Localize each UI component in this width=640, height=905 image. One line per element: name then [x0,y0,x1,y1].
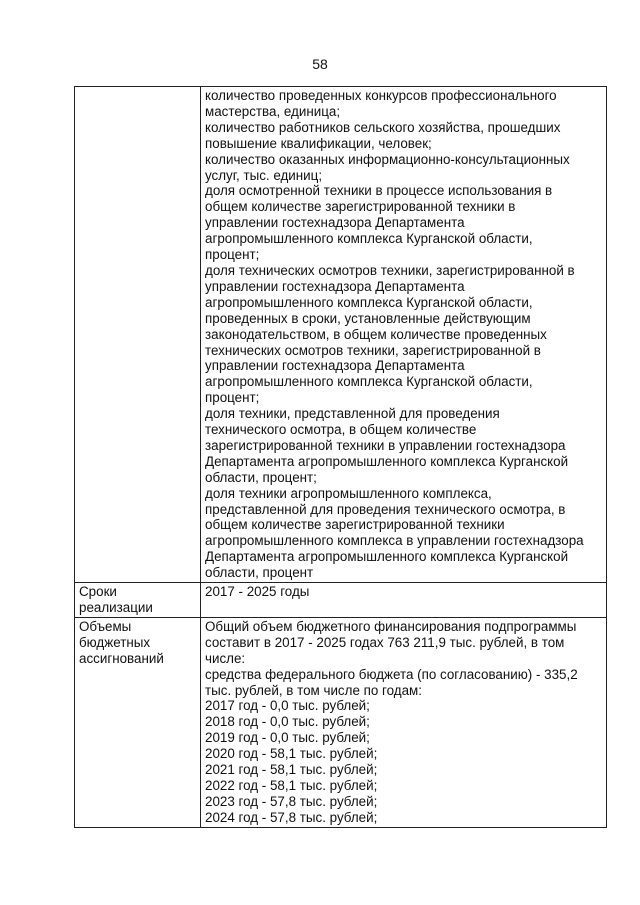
row-content-line: общем количестве зарегистрированной техники [205,517,505,533]
row-content-line: агропромышленного комплекса Курганской области, [205,294,533,310]
row-content-line: 2022 год - 58,1 тыс. рублей; [205,777,378,793]
row-content-line: Департамента агропромышленного комплекса Курганской [205,453,569,469]
row-content-line: 2021 год - 58,1 тыс. рублей; [205,762,378,778]
row-content-line: законодательством, в общем количестве проведенных [205,326,547,342]
row-content-line: услуг, тыс. единиц; [205,167,323,183]
row-content-line: управлении гостехнадзора Департамента [205,358,465,374]
row-content-line: представленной для проведения технического осмотра, в [205,501,566,517]
row-content-line: процент; [205,390,260,406]
row-label-line: бюджетных [79,634,151,650]
row-content-line: 2017 - 2025 годы [205,584,310,600]
row-content-line: 2023 год - 57,8 тыс. рублей; [205,793,378,809]
row-content-line: доля технических осмотров техники, зарегистрированной в [205,262,575,278]
row-content-line: области, процент [205,565,314,581]
row-content-line: Департамента агропромышленного комплекса Курганской [205,549,569,565]
row-content-line: агропромышленного комплекса в управлении гостехнадзора [205,533,584,549]
table-body [75,87,607,828]
row-content-line: агропромышленного комплекса Курганской области, [205,231,533,247]
row-content-line: 2020 год - 58,1 тыс. рублей; [205,746,378,762]
table-row [75,87,607,583]
row-content-line: 2024 год - 57,8 тыс. рублей; [205,809,378,825]
table-row [75,617,607,827]
row-content-line: агропромышленного комплекса Курганской области, [205,374,533,390]
passport-table [74,86,607,828]
row-content-line: количество работников сельского хозяйства, прошедших [205,119,561,135]
row-label-cell [75,87,201,583]
row-content-line: управлении гостехнадзора Департамента [205,278,465,294]
row-content-line: числе: [205,650,246,666]
row-content-line: тыс. рублей, в том числе по годам: [205,682,422,698]
row-label-line: Сроки [79,584,117,600]
row-content-line: доля техники, представленной для проведения [205,406,500,422]
row-content-line: проведенных в сроки, установленные действующим [205,310,531,326]
row-content-line: количество оказанных информационно-консультационных [205,151,570,167]
table-row [75,583,607,618]
row-label-cell [75,617,201,827]
row-content-line: общем количестве зарегистрированной техники в [205,199,516,215]
row-content-line: технических осмотров техники, зарегистрированной в [205,342,541,358]
row-content-line: Общий объем бюджетного финансирования подпрограммы [205,618,577,634]
row-content-line: составит в 2017 - 2025 годах 763 211,9 тыс. рублей, в том [205,634,565,650]
row-content-line: 2017 год - 0,0 тыс. рублей; [205,698,370,714]
row-content-line: количество проведенных конкурсов профессионального [205,88,557,103]
row-label-cell [75,583,201,618]
row-content-line: мастерства, единица; [205,103,341,119]
row-content-line: доля техники агропромышленного комплекса, [205,485,492,501]
row-content-cell [201,87,607,583]
row-label-line: Объемы [79,618,132,634]
row-content-line: доля осмотренной техники в процессе использования в [205,183,553,199]
row-content-cell [201,617,607,827]
row-label-line: ассигнований [79,650,164,666]
row-content-line: процент; [205,247,260,263]
row-content-line: области, процент; [205,469,317,485]
row-content-line: средства федерального бюджета (по согласованию) - 335,2 [205,666,578,682]
row-content-line: 2018 год - 0,0 тыс. рублей; [205,714,370,730]
row-content-line: технического осмотра, в общем количестве [205,422,477,438]
row-content-line: управлении гостехнадзора Департамента [205,215,465,231]
row-content-cell [201,583,607,618]
row-content-line: зарегистрированной техники в управлении гостехнадзора [205,437,566,453]
row-content-line: повышение квалификации, человек; [205,135,432,151]
row-label-line: реализации [79,600,153,615]
row-content-line: 2019 год - 0,0 тыс. рублей; [205,730,370,746]
page-number: 58 [312,56,328,72]
